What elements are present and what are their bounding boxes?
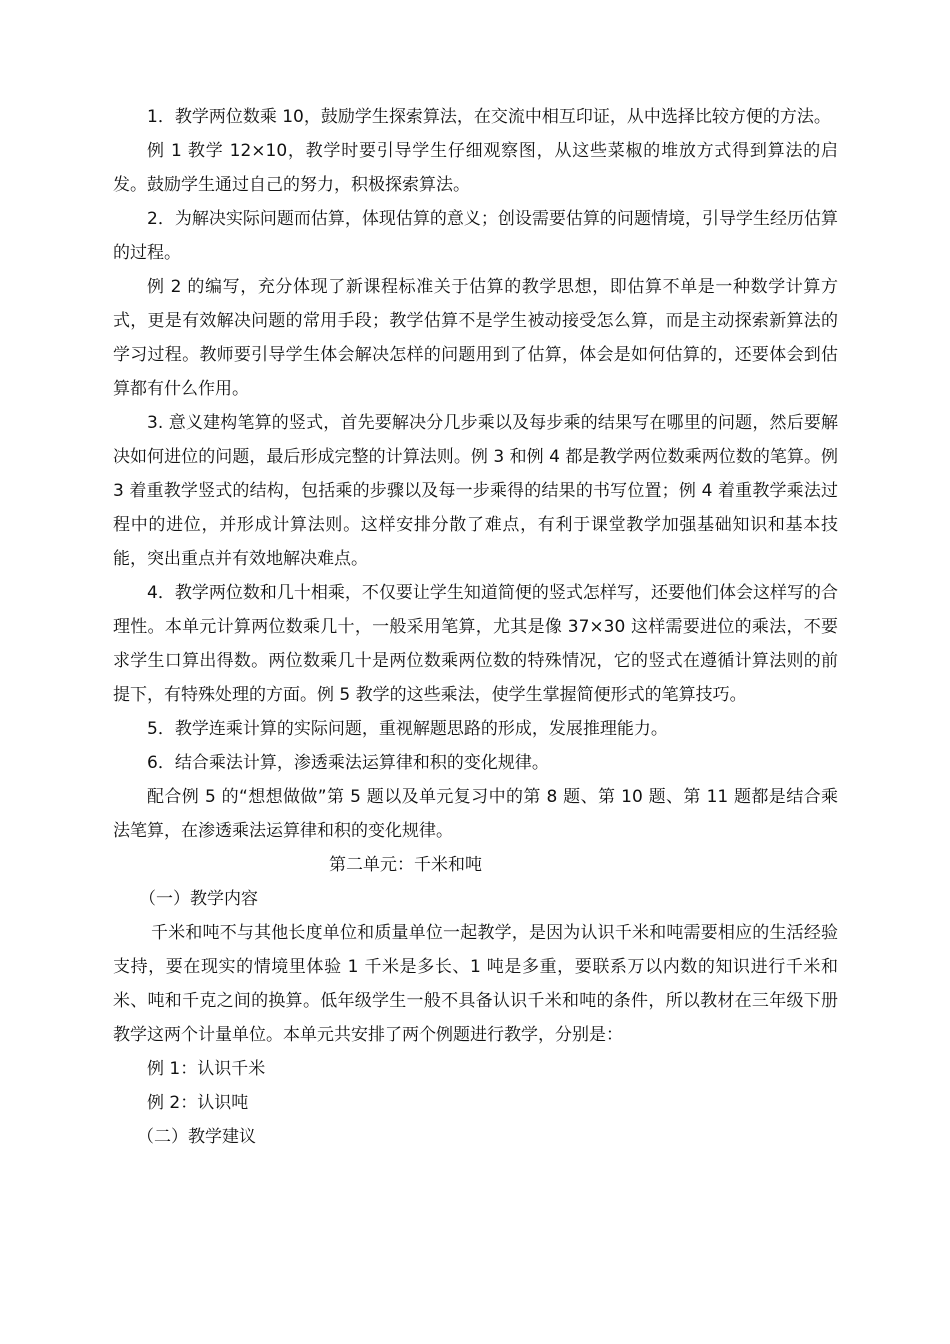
paragraph-8: 6．结合乘法计算，渗透乘法运算律和积的变化规律。	[147, 753, 549, 773]
section-one-body: 千米和吨不与其他长度单位和质量单位一起教学，是因为认识千米和吨需要相应的生活经验支持，要在现实的情境里体验 1 千米是多长、1 吨是多重，要联系万以内数的知识进行千米和米、吨和千克之间的换算。低年级学生一般不具备认识千米和吨的条件，所以教材在三年级下册教学这两个计量单位。本单元共安排了两个例题进行教学，分别是：	[113, 923, 838, 1045]
example-2: 例 2：认识吨	[147, 1093, 249, 1113]
paragraph-5: 3. 意义建构笔算的竖式，首先要解决分几步乘以及每步乘的结果写在哪里的问题，然后要解决如何进位的问题，最后形成完整的计算法则。例 3 和例 4 都是教学两位数乘两位数的笔算。例 3 着重教学竖式的结构，包括乘的步骤以及每一步乘得的结果的书写位置；例 4 着重教学乘法过程中的进位，并形成计算法则。这样安排分散了难点，有利于课堂教学加强基础知识和基本技能，突出重点并有效地解决难点。	[113, 413, 838, 569]
paragraph-2: 例 1 教学 12×10，教学时要引导学生仔细观察图，从这些菜椒的堆放方式得到算法的启发。鼓励学生通过自己的努力，积极探索算法。	[113, 141, 838, 195]
paragraph-1: 1．教学两位数乘 10，鼓励学生探索算法，在交流中相互印证，从中选择比较方便的方法。	[147, 107, 831, 127]
section-two-title: （二）教学建议	[137, 1127, 256, 1147]
paragraph-9: 配合例 5 的“想想做做”第 5 题以及单元复习中的第 8 题、第 10 题、第 11 题都是结合乘法笔算，在渗透乘法运算律和积的变化规律。	[113, 787, 838, 841]
document-body	[113, 100, 838, 1154]
section-one-title: （一）教学内容	[139, 889, 258, 909]
paragraph-4: 例 2 的编写，充分体现了新课程标准关于估算的教学思想，即估算不单是一种数学计算方式，更是有效解决问题的常用手段；教学估算不是学生被动接受怎么算，而是主动探索新算法的学习过程。教师要引导学生体会解决怎样的问题用到了估算，体会是如何估算的，还要体会到估算都有什么作用。	[113, 277, 838, 399]
unit-heading: 第二单元：千米和吨	[329, 855, 482, 875]
example-1: 例 1：认识千米	[147, 1059, 266, 1079]
paragraph-3: 2．为解决实际问题而估算，体现估算的意义；创设需要估算的问题情境，引导学生经历估算的过程。	[113, 209, 838, 263]
paragraph-7: 5．教学连乘计算的实际问题，重视解题思路的形成，发展推理能力。	[147, 719, 668, 739]
paragraph-6: 4．教学两位数和几十相乘，不仅要让学生知道简便的竖式怎样写，还要他们体会这样写的合理性。本单元计算两位数乘几十，一般采用笔算，尤其是像 37×30 这样需要进位的乘法，不要求学生口算出得数。两位数乘几十是两位数乘两位数的特殊情况，它的竖式在遵循计算法则的前提下，有特殊处理的方面。例 5 教学的这些乘法，使学生掌握简便形式的笔算技巧。	[113, 583, 838, 705]
